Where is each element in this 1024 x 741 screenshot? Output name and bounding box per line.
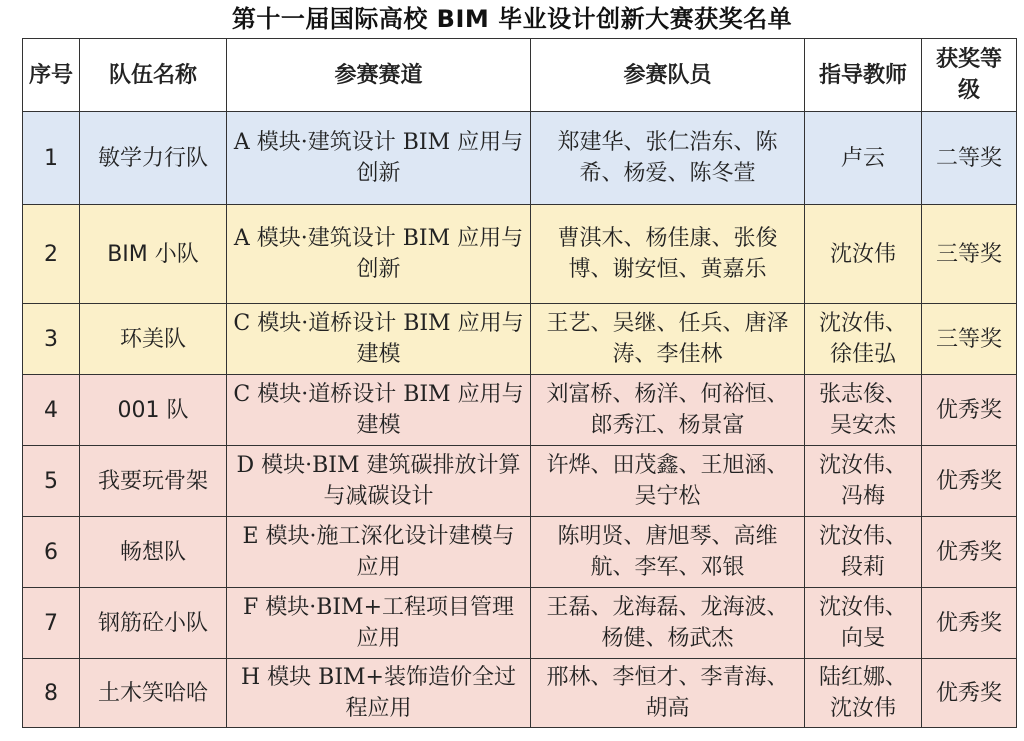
cell-track: A 模块·建筑设计 BIM 应用与创新	[227, 205, 531, 304]
cell-team: BIM 小队	[80, 205, 227, 304]
document-title: 第十一届国际高校 BIM 毕业设计创新大赛获奖名单	[231, 5, 793, 33]
cell-teacher: 沈汝伟、冯梅	[805, 446, 922, 517]
cell-track: E 模块·施工深化设计建模与应用	[227, 517, 531, 588]
cell-teacher: 沈汝伟、段莉	[805, 517, 922, 588]
cell-team: 钢筋砼小队	[80, 588, 227, 659]
table-row	[23, 205, 1017, 304]
cell-members: 曹淇木、杨佳康、张俊博、谢安恒、黄嘉乐	[531, 205, 805, 304]
header-award: 获奖等级	[922, 39, 1017, 112]
cell-no: 4	[23, 375, 80, 446]
cell-track: A 模块·建筑设计 BIM 应用与创新	[227, 112, 531, 205]
cell-no: 3	[23, 304, 80, 375]
header-no: 序号	[23, 39, 80, 112]
cell-award: 优秀奖	[922, 659, 1017, 728]
cell-members: 郑建华、张仁浩东、陈希、杨爱、陈冬萱	[531, 112, 805, 205]
table-row	[23, 588, 1017, 659]
cell-no: 2	[23, 205, 80, 304]
cell-no: 5	[23, 446, 80, 517]
table-row	[23, 112, 1017, 205]
header-track: 参赛赛道	[227, 39, 531, 112]
cell-teacher: 张志俊、吴安杰	[805, 375, 922, 446]
cell-award: 优秀奖	[922, 588, 1017, 659]
cell-members: 王艺、吴继、任兵、唐泽涛、李佳林	[531, 304, 805, 375]
cell-team: 环美队	[80, 304, 227, 375]
table-row	[23, 659, 1017, 728]
table-row	[23, 304, 1017, 375]
header-team: 队伍名称	[80, 39, 227, 112]
table-row	[23, 446, 1017, 517]
award-table	[22, 38, 1017, 728]
cell-award: 三等奖	[922, 205, 1017, 304]
table-header-row	[23, 39, 1017, 112]
cell-track: H 模块 BIM+装饰造价全过程应用	[227, 659, 531, 728]
cell-track: C 模块·道桥设计 BIM 应用与建模	[227, 375, 531, 446]
cell-no: 7	[23, 588, 80, 659]
cell-no: 1	[23, 112, 80, 205]
cell-team: 敏学力行队	[80, 112, 227, 205]
cell-award: 三等奖	[922, 304, 1017, 375]
cell-team: 土木笑哈哈	[80, 659, 227, 728]
cell-award: 优秀奖	[922, 517, 1017, 588]
cell-teacher: 卢云	[805, 112, 922, 205]
cell-track: F 模块·BIM+工程项目管理应用	[227, 588, 531, 659]
cell-track: C 模块·道桥设计 BIM 应用与建模	[227, 304, 531, 375]
cell-team: 畅想队	[80, 517, 227, 588]
cell-members: 陈明贤、唐旭琴、高维航、李军、邓银	[531, 517, 805, 588]
cell-teacher: 沈汝伟、徐佳弘	[805, 304, 922, 375]
header-teacher: 指导教师	[805, 39, 922, 112]
table-row	[23, 517, 1017, 588]
cell-members: 刘富桥、杨洋、何裕恒、郎秀江、杨景富	[531, 375, 805, 446]
cell-teacher: 沈汝伟	[805, 205, 922, 304]
cell-teacher: 沈汝伟、向旻	[805, 588, 922, 659]
cell-no: 8	[23, 659, 80, 728]
cell-award: 优秀奖	[922, 375, 1017, 446]
cell-award: 二等奖	[922, 112, 1017, 205]
cell-members: 许烨、田茂鑫、王旭涵、吴宁松	[531, 446, 805, 517]
header-members: 参赛队员	[531, 39, 805, 112]
cell-team: 我要玩骨架	[80, 446, 227, 517]
cell-members: 邢林、李恒才、李青海、胡高	[531, 659, 805, 728]
cell-track: D 模块·BIM 建筑碳排放计算与减碳设计	[227, 446, 531, 517]
cell-teacher: 陆红娜、沈汝伟	[805, 659, 922, 728]
cell-members: 王磊、龙海磊、龙海波、杨健、杨武杰	[531, 588, 805, 659]
cell-award: 优秀奖	[922, 446, 1017, 517]
cell-team: 001 队	[80, 375, 227, 446]
table-row	[23, 375, 1017, 446]
cell-no: 6	[23, 517, 80, 588]
